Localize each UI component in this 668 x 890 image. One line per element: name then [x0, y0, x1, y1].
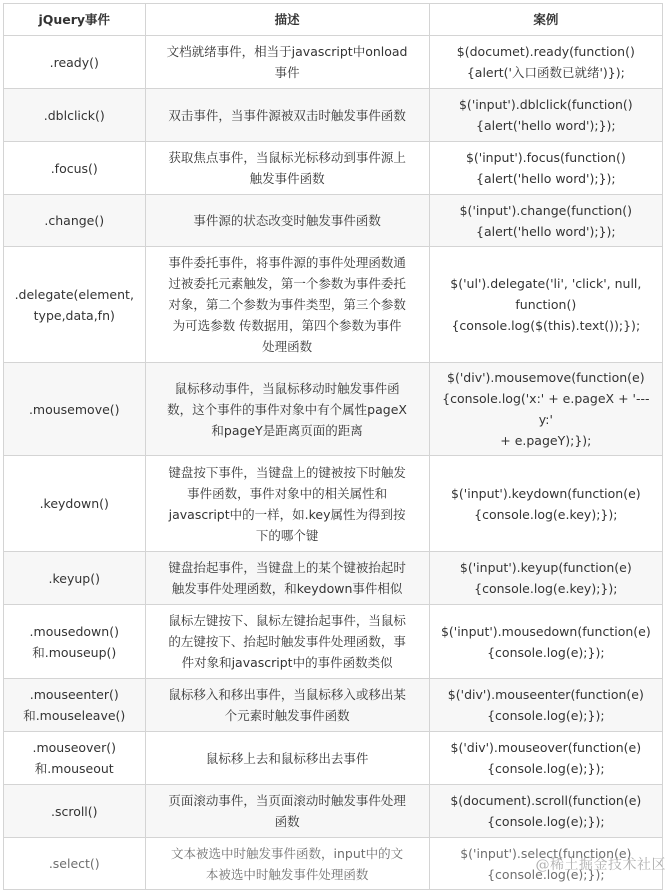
cell-description — [145, 732, 429, 785]
event-text-line: .scroll() — [50, 803, 98, 819]
cell-event — [4, 89, 146, 142]
description-text-line: 事件委托事件，将事件源的事件处理函数通 — [168, 255, 406, 270]
description-text-line: 事件函数，事件对象中的相关属性和 — [187, 485, 388, 501]
description-text-line: 鼠标移上去和鼠标移出去事件 — [205, 750, 369, 766]
example-text-line: {console.log(e.key);}); — [474, 506, 618, 522]
event-text-line: 和.mouseleave() — [23, 708, 126, 723]
event-text-line: .focus() — [50, 160, 98, 176]
table-row — [4, 247, 663, 363]
example-text-line: $('div').mouseenter(function(e) — [447, 687, 644, 702]
cell-event — [4, 552, 146, 605]
cell-example — [429, 605, 662, 679]
cell-event — [4, 732, 146, 785]
header-example: 案例 — [429, 4, 662, 36]
cell-description — [145, 785, 429, 838]
table-row — [4, 732, 663, 785]
example-text-line: $('input').keydown(function(e) — [450, 485, 641, 501]
event-text-line: 和.mouseup() — [32, 644, 117, 660]
cell-event — [4, 36, 146, 89]
description-text-line: 数，这个事件的事件对象中有个属性pageX — [167, 401, 407, 417]
event-text-line: .keydown() — [39, 496, 109, 511]
example-text-line: $('input').change(function() — [459, 202, 633, 218]
table-row — [4, 89, 663, 142]
description-text-line: 键盘按下事件，当键盘上的键被按下时触发 — [168, 464, 406, 480]
description-text-line: 对象，第二个参数为事件类型，第三个参数 — [168, 297, 406, 312]
event-text-line: .keyup() — [48, 570, 100, 586]
cell-description — [145, 679, 429, 732]
event-text-line: .select() — [48, 856, 100, 871]
description-text-line: 本被选中时触发事件处理函数 — [205, 866, 369, 882]
event-text-line: .dblclick() — [43, 107, 105, 123]
cell-example — [429, 142, 662, 195]
cell-example — [429, 36, 662, 89]
cell-event — [4, 838, 146, 890]
description-text-line: 鼠标移入和移出事件，当鼠标移入或移出某 — [168, 687, 406, 702]
table-row — [4, 456, 663, 552]
description-text-line: 事件 — [274, 65, 300, 80]
cell-event — [4, 142, 146, 195]
event-text-line: .change() — [44, 213, 105, 228]
cell-example — [429, 552, 662, 605]
example-text-line: {console.log(e);}); — [487, 761, 605, 776]
description-text-line: 页面滚动事件，当页面滚动时触发事件处理 — [168, 793, 406, 808]
example-text-line: {alert('hello word');}); — [476, 223, 616, 239]
cell-description — [145, 363, 429, 456]
example-text-line: $('div').mouseover(function(e) — [450, 740, 642, 755]
cell-example — [429, 732, 662, 785]
example-text-line: {alert('hello word');}); — [476, 118, 616, 133]
example-text-line: $('input').dblclick(function() — [458, 97, 633, 112]
description-text-line: 鼠标移动事件，当鼠标移动时触发事件函 — [174, 380, 400, 396]
cell-example — [429, 785, 662, 838]
table-row — [4, 679, 663, 732]
cell-description — [145, 36, 429, 89]
description-text-line: 文档就绪事件，相当于javascript中onload — [166, 44, 408, 59]
cell-event — [4, 247, 146, 363]
event-text-line: type,data,fn) — [33, 307, 115, 323]
table-row — [4, 605, 663, 679]
event-text-line: .mouseover() — [32, 740, 117, 755]
description-text-line: 的左键按下、抬起时触发事件处理函数，事 — [168, 634, 406, 649]
example-text-line: {console.log(e);}); — [487, 708, 605, 723]
event-text-line: .ready() — [49, 54, 99, 70]
cell-event — [4, 456, 146, 552]
example-text-line: $('ul').delegate('li', 'click', null, — [450, 276, 642, 291]
table-row — [4, 552, 663, 605]
example-text-line: function() — [515, 297, 577, 312]
cell-description — [145, 552, 429, 605]
example-text-line: {console.log(e);}); — [487, 866, 605, 882]
description-text-line: 和pageY是距离页面的距离 — [211, 422, 363, 438]
table-row — [4, 36, 663, 89]
example-text-line: {console.log($(this).text());}); — [451, 318, 641, 333]
cell-description — [145, 605, 429, 679]
description-text-line: 触发事件处理函数，和keydown事件相似 — [171, 581, 403, 596]
cell-description — [145, 456, 429, 552]
table-row — [4, 363, 663, 456]
event-text-line: .mousemove() — [28, 401, 120, 417]
header-event: jQuery事件 — [4, 4, 146, 36]
header-description: 描述 — [145, 4, 429, 36]
watermark: @稀土掘金技术社区 — [535, 857, 666, 873]
cell-description — [145, 89, 429, 142]
example-text-line: $(document).scroll(function(e) — [450, 793, 642, 808]
cell-event — [4, 195, 146, 247]
table-header-row — [4, 4, 663, 36]
example-text-line: {alert('hello word');}); — [476, 171, 616, 186]
cell-description — [145, 195, 429, 247]
cell-example — [429, 247, 662, 363]
table-row — [4, 785, 663, 838]
description-text-line: 获取焦点事件，当鼠标光标移动到事件源上 — [168, 150, 406, 165]
cell-example — [429, 195, 662, 247]
table-row — [4, 195, 663, 247]
cell-event — [4, 785, 146, 838]
description-text-line: 函数 — [274, 814, 300, 829]
example-text-line: {console.log(e.key);}); — [474, 581, 618, 596]
event-text-line: .mouseenter() — [29, 687, 119, 702]
description-text-line: 事件源的状态改变时触发事件函数 — [193, 213, 381, 228]
description-text-line: 双击事件，当事件源被双击时触发事件函数 — [168, 107, 406, 123]
example-text-line: $('input').mousedown(function(e) — [440, 623, 651, 639]
cell-description — [145, 838, 429, 890]
example-text-line: + e.pageY);}); — [500, 433, 592, 448]
description-text-line: 触发事件函数 — [249, 171, 325, 186]
example-text-line: {alert('入口函数已就绪')}); — [466, 65, 625, 80]
description-text-line: 过被委托元素触发，第一个参数为事件委托 — [168, 276, 406, 291]
example-text-line: $('input').keyup(function(e) — [459, 560, 632, 575]
example-text-line: $(documet).ready(function() — [456, 44, 635, 59]
event-text-line: .mousedown() — [29, 623, 119, 639]
table-body — [4, 36, 663, 890]
cell-event — [4, 605, 146, 679]
description-text-line: 处理函数 — [262, 339, 313, 354]
jquery-events-table — [3, 3, 663, 890]
description-text-line: javascript中的一样，如.key属性为得到按 — [168, 506, 406, 522]
event-text-line: 和.mouseout — [34, 761, 114, 776]
event-text-line: .delegate(element, — [14, 286, 134, 302]
description-text-line: 为可选参数 传数据用，第四个参数为事件 — [172, 318, 402, 333]
example-text-line: $('input').select(function(e) — [460, 845, 632, 861]
example-text-line: $('input').focus(function() — [465, 150, 626, 165]
cell-event — [4, 363, 146, 456]
example-text-line: $('div').mousemove(function(e) — [447, 370, 645, 385]
description-text-line: 个元素时触发事件函数 — [224, 708, 350, 723]
description-text-line: 鼠标左键按下、鼠标左键抬起事件，当鼠标 — [168, 613, 406, 628]
example-text-line: {console.log(e);}); — [487, 644, 605, 660]
cell-description — [145, 247, 429, 363]
cell-example — [429, 456, 662, 552]
description-text-line: 键盘抬起事件，当键盘上的某个键被抬起时 — [168, 560, 406, 575]
description-text-line: 下的哪个键 — [255, 527, 319, 543]
cell-example — [429, 363, 662, 456]
cell-example — [429, 89, 662, 142]
cell-description — [145, 142, 429, 195]
table-row — [4, 142, 663, 195]
cell-event — [4, 679, 146, 732]
description-text-line: 件对象和javascript中的事件函数类似 — [181, 655, 393, 670]
cell-example — [429, 679, 662, 732]
example-text-line: {console.log('x:' + e.pageX + '---y:' — [442, 391, 650, 427]
description-text-line: 文本被选中时触发事件函数，input中的文 — [171, 845, 404, 861]
example-text-line: {console.log(e);}); — [487, 814, 605, 829]
